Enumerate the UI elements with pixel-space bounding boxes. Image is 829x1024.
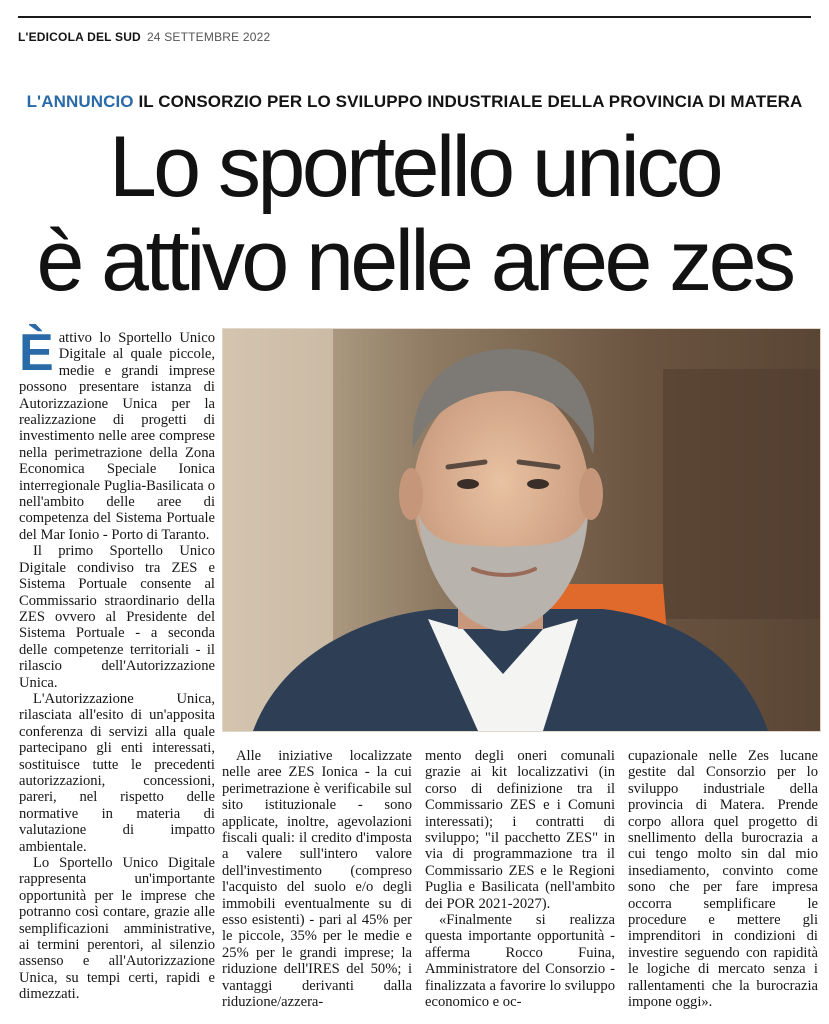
kicker-text: IL CONSORZIO PER LO SVILUPPO INDUSTRIALE DELLA PROVINCIA DI MATERA xyxy=(138,92,803,111)
portrait-illustration xyxy=(223,329,820,731)
masthead xyxy=(18,30,270,44)
headline-line-1: Lo sportello unico xyxy=(108,119,721,215)
paragraph: L'Autorizzazione Unica, rilasciata all'esito di un'apposita conferenza di servizi alla quale partecipano gli enti interessati, sostituisce tutte le precedenti autorizzazioni, concessioni, pareri, nel rispetto delle normative in materia di valutazione di impatto ambientale. xyxy=(19,690,215,855)
article-column-4 xyxy=(628,748,818,1011)
publication-date: 24 SETTEMBRE 2022 xyxy=(146,30,271,44)
paragraph: «Finalmente si realizza questa importante opportunità - afferma Rocco Fuina, Amministratore del Consorzio - finalizzata a favorire lo sviluppo economico e oc- xyxy=(425,912,615,1011)
headline-line-2: è attivo nelle aree zes xyxy=(36,213,793,309)
paragraph: mento degli oneri comunali grazie ai kit localizzativi (in corso di definizione tra il Commissario ZES e i Comuni interessati); i contratti di sviluppo; "il pacchetto ZES" in via di programmazione tra il Commissario ZES e le Regioni Puglia e Basilicata (nell'ambito dei POR 2021-2027). xyxy=(425,748,615,912)
top-rule xyxy=(18,16,811,18)
kicker-label: L'ANNUNCIO xyxy=(26,92,134,111)
paragraph: Alle iniziative localizzate nelle aree ZES Ionica - la cui perimetrazione è verificabile sul sito istituzionale - sono applicate, inoltre, agevolazioni fiscali quali: il credito d'imposta a valere sull'intero valore dell'investimento (compreso l'acquisto del suolo e/o degli immobili eventualmente su di esso esistenti) - pari al 45% per le piccole, 35% per le medie e 25% per le grandi imprese; la riduzione dell'IRES del 50%; i vantaggi derivanti dalla riduzione/azzera- xyxy=(222,748,412,1011)
article-column-1 xyxy=(19,324,215,1003)
kicker xyxy=(0,92,829,112)
drop-cap: È xyxy=(19,324,54,382)
paragraph: Lo Sportello Unico Digitale rappresenta un'importante opportunità per le imprese che potranno così contare, grazie alle semplificazioni amministrative, ai termini perentori, al silenzio assenso e all'Autorizzazione Unica, su tempi certi, rapidi e dimezzati. xyxy=(19,855,215,1003)
paragraph-lead: Èattivo lo Sportello Unico Digitale al quale piccole, medie e grandi imprese possono presentare istanza di Autorizzazione Unica per la realizzazione di progetti di investimento nelle aree comprese nella perimetrazione della Zona Economica Speciale Ionica interregionale Puglia-Basilicata o nell'ambito delle aree di competenza del Sistema Portuale del Mar Ionio - Porto di Taranto. xyxy=(19,324,215,543)
paragraph: Il primo Sportello Unico Digitale condiviso tra ZES e Sistema Portuale consente al Commissario straordinario della ZES ovvero al Presidente del Sistema Portuale - a seconda delle competenze territoriali - il rilascio dell'Autorizzazione Unica. xyxy=(19,543,215,691)
article-column-3 xyxy=(425,748,615,1011)
article-column-2 xyxy=(222,748,412,1011)
paragraph: cupazionale nelle Zes lucane gestite dal Consorzio per lo sviluppo industriale della provincia di Matera. Prende corpo allora quel progetto di snellimento della burocrazia a cui tengo molto sin dal mio insediamento, convinto come sono che per fare impresa occorra semplificare le procedure e mettere gli imprenditori in condizioni di investire seguendo con rapidità le logiche di mercato senza i rallentamenti che la burocrazia impone oggi». xyxy=(628,748,818,1011)
publication-name: L'EDICOLA DEL SUD xyxy=(18,30,141,44)
portrait-photo xyxy=(222,328,821,732)
